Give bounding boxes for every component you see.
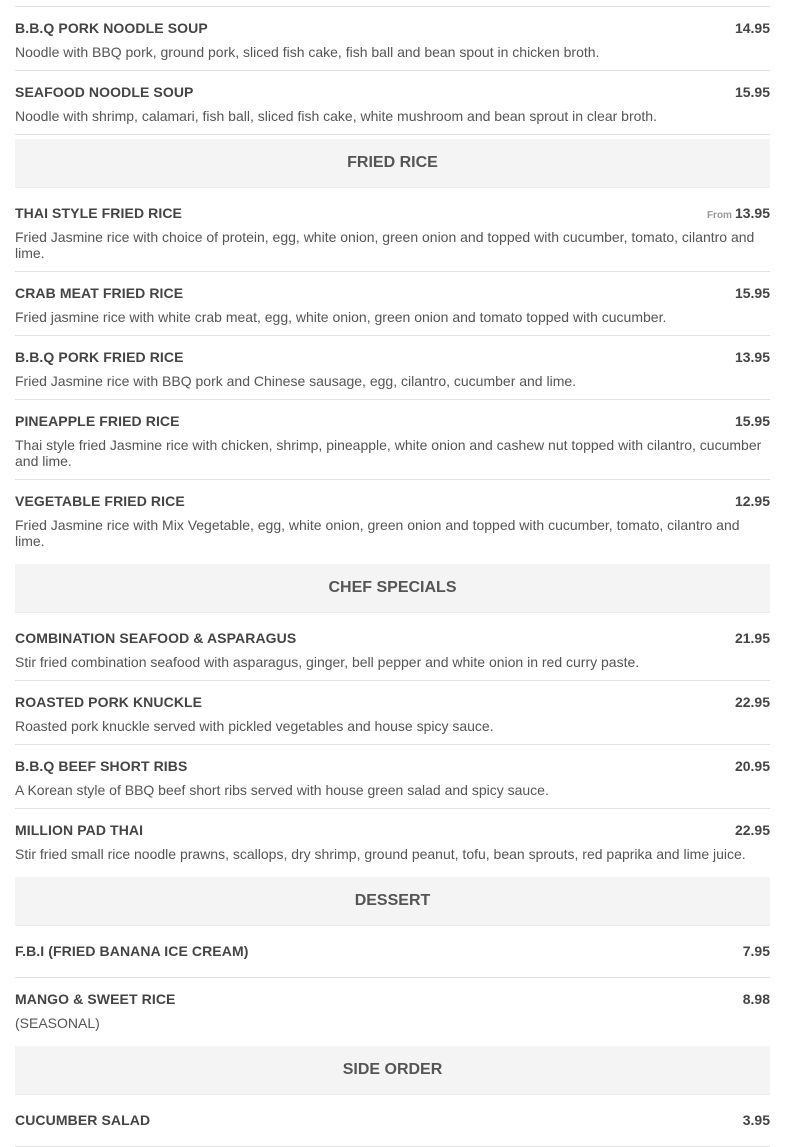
item-name: COMBINATION SEAFOOD & ASPARAGUS — [15, 630, 297, 646]
item-name: MILLION PAD THAI — [15, 822, 144, 838]
item-price — [707, 205, 770, 221]
item-price: 3.95 — [742, 1112, 770, 1128]
item-name: B.B.Q PORK FRIED RICE — [15, 349, 184, 365]
item-price: 15.95 — [734, 413, 770, 429]
item-description: Noodle with BBQ pork, ground pork, sliced fish cake, fish ball and bean spout in chicken broth. — [15, 44, 600, 60]
item-price: 14.95 — [734, 20, 770, 36]
item-description: A Korean style of BBQ beef short ribs served with house green salad and spicy sauce. — [15, 782, 549, 798]
menu — [15, 0, 770, 1147]
item-name: MANGO & SWEET RICE — [15, 991, 176, 1007]
item-name: VEGETABLE FRIED RICE — [15, 493, 185, 509]
menu-item[interactable] — [15, 926, 770, 978]
item-price: 8.98 — [742, 991, 770, 1007]
item-price: 22.95 — [734, 694, 770, 710]
divider — [15, 0, 770, 7]
price-from-label: From — [706, 210, 732, 221]
item-description: Thai style fried Jasmine rice with chicken, shrimp, pineapple, white onion and cashew nut topped with cilantro, cucumber and lime. — [15, 437, 762, 469]
menu-item[interactable] — [15, 745, 770, 809]
section-header-chef-specials: CHEF SPECIALS — [15, 564, 770, 613]
menu-item[interactable] — [15, 71, 770, 135]
item-name: F.B.I (FRIED BANANA ICE CREAM) — [15, 943, 249, 959]
item-description: Noodle with shrimp, calamari, fish ball, sliced fish cake, white mushroom and bean sprout in clear broth. — [15, 108, 657, 124]
item-price: 20.95 — [734, 758, 770, 774]
menu-item[interactable] — [15, 613, 770, 681]
item-price: 15.95 — [734, 285, 770, 301]
item-name: B.B.Q PORK NOODLE SOUP — [15, 20, 208, 36]
menu-item[interactable] — [15, 188, 770, 272]
menu-item[interactable] — [15, 681, 770, 745]
menu-item[interactable] — [15, 809, 770, 873]
item-description: (SEASONAL) — [15, 1015, 100, 1031]
menu-item[interactable] — [15, 1095, 770, 1147]
item-description: Fried Jasmine rice with BBQ pork and Chinese sausage, egg, cilantro, cucumber and lime. — [15, 373, 577, 389]
item-description: Fried jasmine rice with white crab meat, egg, white onion, green onion and tomato topped with cucumber. — [15, 309, 667, 325]
price-value: 13.95 — [734, 205, 770, 221]
item-price: 15.95 — [734, 84, 770, 100]
menu-item[interactable] — [15, 978, 770, 1042]
item-name: PINEAPPLE FRIED RICE — [15, 413, 180, 429]
item-price: 7.95 — [742, 943, 770, 959]
item-name: SEAFOOD NOODLE SOUP — [15, 84, 194, 100]
item-name: ROASTED PORK KNUCKLE — [15, 694, 203, 710]
menu-item[interactable] — [15, 400, 770, 480]
item-name: CRAB MEAT FRIED RICE — [15, 285, 184, 301]
item-name: B.B.Q BEEF SHORT RIBS — [15, 758, 188, 774]
item-price: 22.95 — [734, 822, 770, 838]
item-price: 12.95 — [734, 493, 770, 509]
item-description: Roasted pork knuckle served with pickled vegetables and house spicy sauce. — [15, 718, 494, 734]
section-header-fried-rice: FRIED RICE — [15, 139, 770, 188]
item-name: THAI STYLE FRIED RICE — [15, 205, 182, 221]
menu-item[interactable] — [15, 7, 770, 71]
item-description: Stir fried small rice noodle prawns, scallops, dry shrimp, ground peanut, tofu, bean sprouts, red paprika and lime juice. — [15, 846, 746, 862]
menu-item[interactable] — [15, 336, 770, 400]
item-price: 13.95 — [734, 349, 770, 365]
section-header-dessert: DESSERT — [15, 877, 770, 926]
section-header-side-order: SIDE ORDER — [15, 1046, 770, 1095]
item-description: Stir fried combination seafood with asparagus, ginger, bell pepper and white onion in red curry paste. — [15, 654, 640, 670]
menu-item[interactable] — [15, 272, 770, 336]
item-description: Fried Jasmine rice with choice of protein, egg, white onion, green onion and topped with cucumber, tomato, cilantro and lime. — [15, 229, 755, 261]
item-name: CUCUMBER SALAD — [15, 1112, 151, 1128]
item-description: Fried Jasmine rice with Mix Vegetable, egg, white onion, green onion and topped with cucumber, tomato, cilantro and lime. — [15, 517, 740, 549]
menu-item[interactable] — [15, 480, 770, 560]
item-price: 21.95 — [734, 630, 770, 646]
